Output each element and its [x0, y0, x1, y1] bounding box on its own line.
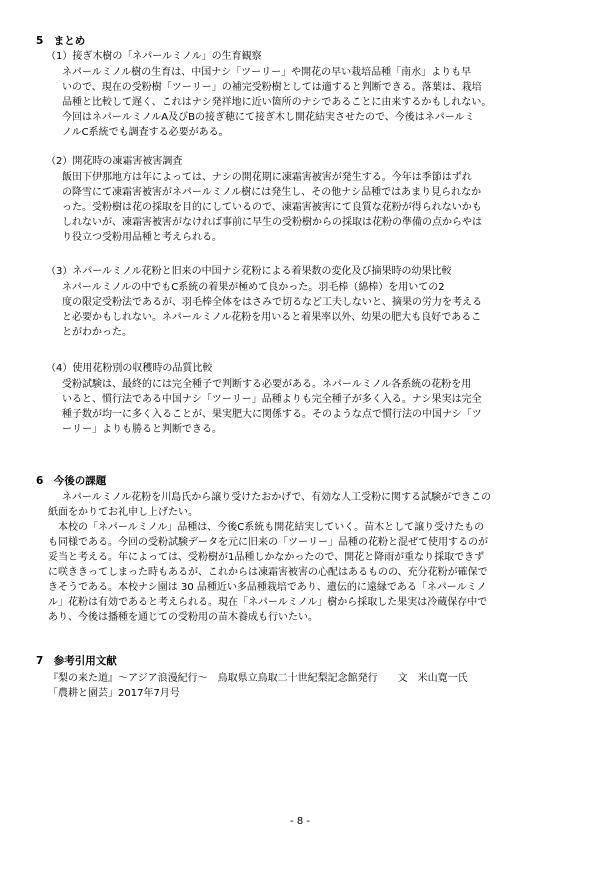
section-5-2-text: 飯田下伊那地方は年によっては、ナシの開花期に凍霜害被害が発生する。今年は季節はずれ の降雪にて凍霜害被害がネパールミノル樹には発生し、その他ナシ品種ではあまり見られなか った。受粉樹は花の採取を目的にしているので、凍霜害被害にて良質な花粉が得られないかも しれないが、凍霜害被害がなければ事前に早生の受粉樹からの採取は花粉の準備の点からやは り役立つ受粉用品種と考えられる。 [62, 172, 482, 243]
section-5-heading: 5 まとめ [36, 35, 86, 47]
section-5-4-title: （4）使用花粉別の収穫時の品質比較 [46, 363, 213, 374]
section-5-4-text: 受粉試験は、最終的には完全種子で判断する必要がある。ネパールミノル各系統の花粉を用 いると、慣行法である中国ナシ「ツーリー」品種よりも完全種子が多く入る。ナシ果実は完全 種子数が均一に多く入ることが、果実肥大に関係する。そのような点で慣行法の中国ナシ「ツ ーリー」よりも勝ると判断できる。 [62, 379, 482, 435]
section-5-1-text: ネパールミノル樹の生育は、中国ナシ「ツーリー」や開花の早い栽培品種「南水」よりも早 いので、現在の受粉樹「ツーリー」の補完受粉樹としては適すると判断できる。落葉は、栽培 品種と比較して遅く、これはナシ発祥地に近い箇所のナシであることに由来するかもしれない。 今回はネパールミノルA及びBの接ぎ穂にて接ぎ木し開花結実させたので、今後はネパールミ ノルC系統でも調査する必要がある。 [62, 67, 492, 138]
reference-2: 「農耕と園芸」2017年7月号 [48, 688, 180, 699]
section-7-heading: 7 参考引用文献 [36, 655, 117, 667]
reference-1: 『梨の来た道』～アジア浪漫紀行～ 鳥取県立鳥取二十世紀梨記念館発行 文 米山寛一氏 [48, 673, 468, 684]
section-6-heading: 6 今後の課題 [36, 475, 107, 487]
section-5-1-title: （1）接ぎ木樹の「ネパールミノル」の生育観察 [46, 51, 262, 62]
section-5-3-text: ネパールミノルの中でもC系統の着果が極めて良かった。羽毛棒（綿棒）を用いての2 度の限定受粉法であるが、羽毛棒全体をはさみで切るなど工夫しないと、摘果の労力を考える と必要かもしれない。ネパールミノル花粉を用いると着果率以外、幼果の肥大も良好であるこ とがわかった。 [62, 282, 482, 338]
section-6-text: ネパールミノル花粉を川島氏から譲り受けたおかげで、有効な人工受粉に関する試験ができこの 紙面をかりてお礼申し上げたい。 本校の「ネパールミノル」品種は、今後C系統も開花結実していく。苗木として譲り受けたもの も同様である。今回の受粉試験データを元に旧来の「ツーリー」品種の花粉と混ぜて使用するのが 妥当と考える。年によっては、受粉樹が1品種しかなかったので、開花と降雨が重なり採取できず に咲ききってしまった時もあるが、これからは凍霜害被害の心配はあるものの、充分花粉が確保で きそうである。本校ナシ園は 30 品種近い多品種栽培であり、遺伝的に遠縁である「ネパールミノ ル」花粉は有効であると考えられる。現在「ネパールミノル」樹から採取した果実は冷蔵保存中で あり、今後は播種を通じての受粉用の苗木養成も行いたい。 [48, 492, 492, 623]
section-5-3-title: （3）ネパールミノル花粉と旧来の中国ナシ花粉による着果数の変化及び摘果時の幼果比較 [46, 266, 452, 277]
section-5-2-title: （2）開花時の凍霜害被害調査 [46, 156, 183, 167]
page-number: - 8 - [290, 816, 310, 827]
